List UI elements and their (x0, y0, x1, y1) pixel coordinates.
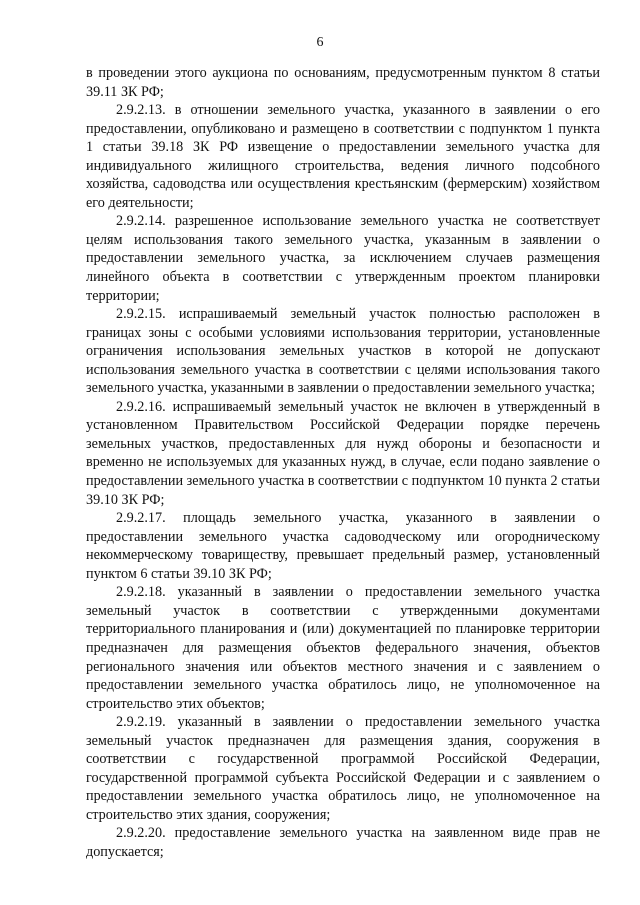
paragraph-2-9-2-18: 2.9.2.18. указанный в заявлении о предоставлении земельного участка земельный участок в соответствии с утвержденными документами территориального планирования и (или) документацией по планировке территории предназначен для размещения объектов федерального значения, объектов регионального значения или объектов местного значения и с заявлением о предоставлении земельного участка обратилось лицо, не уполномоченное на строительство этих объектов; (86, 584, 600, 712)
document-body (86, 64, 600, 862)
paragraph-2-9-2-15: 2.9.2.15. испрашиваемый земельный участок полностью расположен в границах зоны с особыми условиями использования территории, установленные ограничения использования земельных участков в которой не допускают использования земельного участка в соответствии с целями использования такого земельного участка, указанными в заявлении о предоставлении земельного участка; (86, 306, 600, 397)
paragraph-2-9-2-13: 2.9.2.13. в отношении земельного участка, указанного в заявлении о его предоставлении, опубликовано и размещено в соответствии с подпунктом 1 пункта 1 статьи 39.18 ЗК РФ извещение о предоставлении земельного участка для индивидуального жилищного строительства, ведения личного подсобного хозяйства, садоводства или осуществления крестьянским (фермерским) хозяйством его деятельности; (86, 102, 600, 211)
page-number: 6 (316, 35, 324, 50)
paragraph-2-9-2-16: 2.9.2.16. испрашиваемый земельный участок не включен в утвержденный в установленном Правительством Российской Федерации порядке перечень земельных участков, предоставленных для нужд обороны и безопасности и временно не используемых для указанных нужд, в случае, если подано заявление о предоставлении земельного участка в соответствии с подпунктом 10 пункта 2 статьи 39.10 ЗК РФ; (86, 398, 600, 508)
paragraph-2-9-2-14: 2.9.2.14. разрешенное использование земельного участка не соответствует целям использования такого земельного участка, указанным в заявлении о предоставлении земельного участка, за исключением случаев размещения линейного объекта в соответствии с утвержденным проектом планировки территории; (86, 213, 600, 304)
paragraph-2-9-2-17: 2.9.2.17. площадь земельного участка, указанного в заявлении о предоставлении земельного участка садоводческому или огородническому некоммерческому товариществу, превышает предельный размер, установленный пунктом 6 статьи 39.10 ЗК РФ; (86, 510, 600, 582)
paragraph-2-9-2-19: 2.9.2.19. указанный в заявлении о предоставлении земельного участка земельный участок предназначен для размещения здания, сооружения в соответствии с государственной программой Российской Федерации, государственной программой субъекта Российской Федерации и с заявлением о предоставлении земельного участка обратилось лицо, не уполномоченное на строительство этих здания, сооружения; (86, 714, 600, 823)
paragraph-continuation: в проведении этого аукциона по основаниям, предусмотренным пунктом 8 статьи 39.11 ЗК РФ; (86, 65, 600, 100)
paragraph-2-9-2-20: 2.9.2.20. предоставление земельного участка на заявленном виде прав не допускается; (86, 825, 600, 860)
